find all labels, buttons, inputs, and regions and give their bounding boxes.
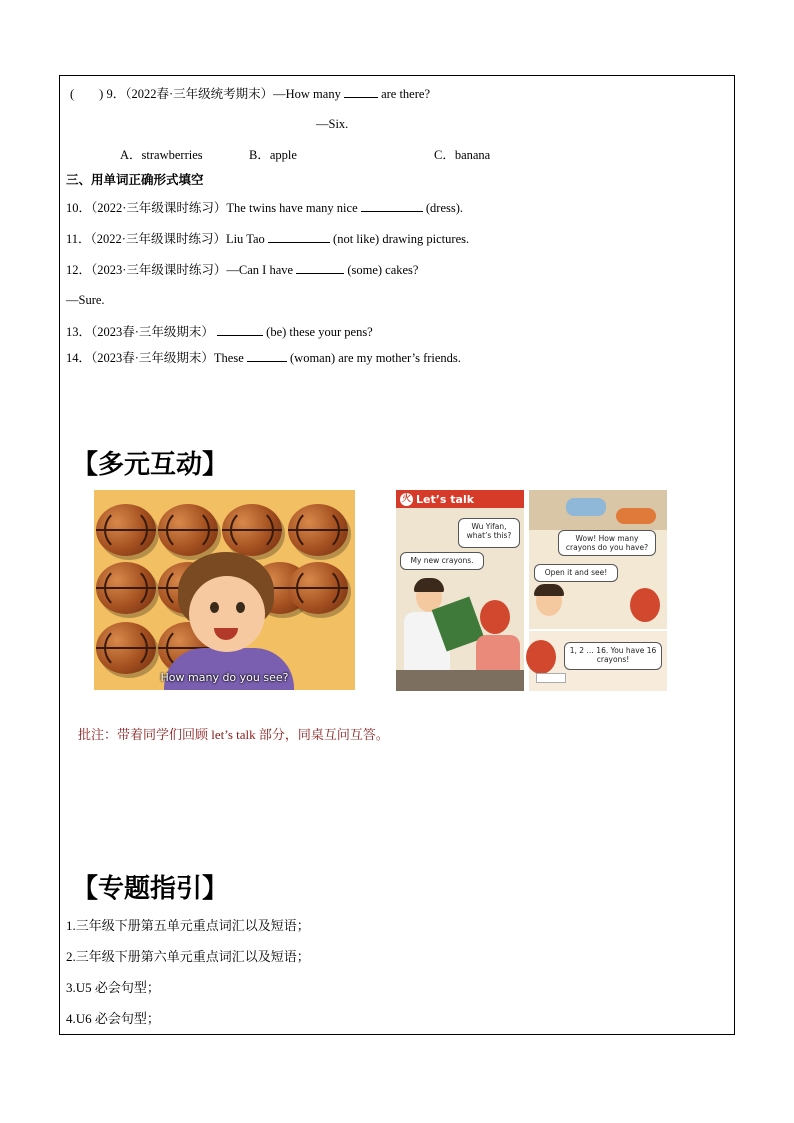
- question-11-stem: 11．（2022·三年级课时练习）Liu Tao: [66, 232, 265, 246]
- question-13-stem: 13．（2023春·三年级期末）: [66, 325, 214, 339]
- eye-icon: [236, 602, 245, 613]
- speech-bubble: My new crayons.: [400, 552, 484, 570]
- answer-blank[interactable]: [296, 261, 344, 274]
- speech-bubble: 1, 2 … 16. You have 16 crayons!: [564, 642, 662, 670]
- option-b: B．apple: [249, 148, 297, 162]
- question-10-stem: 10．（2022·三年级课时练习）The twins have many nice: [66, 201, 358, 215]
- answer-blank[interactable]: [247, 349, 287, 362]
- basketball-icon: [288, 504, 348, 556]
- toy-car-icon: [566, 498, 606, 516]
- section-3-heading: 三、用单词正确形式填空: [66, 172, 204, 187]
- girl-hair: [630, 588, 660, 622]
- boy-hair: [534, 584, 564, 596]
- question-10: [66, 199, 463, 216]
- section-title-guide: 【专题指引】: [72, 874, 229, 904]
- boy-hair: [414, 578, 444, 592]
- speech-bubble: Open it and see!: [534, 564, 618, 582]
- girl-dress: [476, 635, 520, 675]
- crayon-box: [536, 673, 566, 683]
- boy-face: [189, 576, 265, 652]
- question-10-tail: (dress).: [425, 201, 464, 215]
- question-12: [66, 261, 418, 278]
- question-14-tail: (woman) are my mother’s friends.: [290, 351, 461, 365]
- option-a: A．strawberries: [120, 148, 203, 162]
- question-9-tail: are there?: [381, 87, 430, 101]
- girl-hair: [526, 640, 556, 674]
- answer-blank[interactable]: [361, 199, 423, 212]
- question-13-tail: (be) these your pens?: [266, 325, 373, 339]
- answer-blank[interactable]: [344, 85, 378, 98]
- eye-icon: [210, 602, 219, 613]
- question-12-stem: 12．（2023·三年级课时练习）—Can I have: [66, 263, 294, 277]
- guide-item: 1.三年级下册第五单元重点词汇以及短语；: [66, 918, 310, 933]
- option-c: C．banana: [434, 148, 491, 162]
- question-9-answer: —Six.: [316, 117, 349, 131]
- question-11-tail: (not like) drawing pictures.: [333, 232, 470, 246]
- answer-blank[interactable]: [217, 323, 263, 336]
- question-9-stem: ( ) 9．（2022春·三年级统考期末）—How many: [70, 87, 341, 101]
- lets-talk-picture: [396, 490, 667, 691]
- floor: [396, 670, 524, 691]
- answer-blank[interactable]: [268, 230, 330, 243]
- fire-icon: 火: [401, 494, 411, 504]
- basketball-icon: [158, 504, 218, 556]
- guide-item: 3.U5 必会句型；: [66, 980, 160, 995]
- speech-bubble: Wu Yifan, what’s this?: [458, 518, 520, 548]
- panel-divider: [529, 629, 667, 631]
- section-title-interactive: 【多元互动】: [72, 450, 229, 480]
- guide-item: 4.U6 必会句型；: [66, 1011, 160, 1026]
- question-14: [66, 349, 461, 366]
- question-12-tail: (some) cakes?: [347, 263, 419, 277]
- toy-car-icon: [616, 508, 656, 524]
- basketball-icon: [96, 562, 156, 614]
- teacher-note: 批注：带着同学们回顾 let’s talk 部分，同桌互问互答。: [78, 727, 389, 742]
- question-12-reply: —Sure.: [66, 293, 105, 307]
- basketball-icon: [288, 562, 348, 614]
- question-9: [70, 85, 430, 102]
- basketball-picture: [94, 490, 355, 690]
- girl-hair: [480, 600, 510, 634]
- basketball-icon: [222, 504, 282, 556]
- question-14-stem: 14．（2023春·三年级期末）These: [66, 351, 244, 365]
- basketball-icon: [96, 622, 156, 674]
- speech-bubble: Wow! How many crayons do you have?: [558, 530, 656, 556]
- question-11: [66, 230, 469, 247]
- question-13: [66, 323, 373, 340]
- lets-talk-title: Let’s talk: [416, 493, 475, 506]
- picture-caption: How many do you see?: [160, 671, 289, 684]
- basketball-icon: [96, 504, 156, 556]
- guide-item: 2.三年级下册第六单元重点词汇以及短语；: [66, 949, 310, 964]
